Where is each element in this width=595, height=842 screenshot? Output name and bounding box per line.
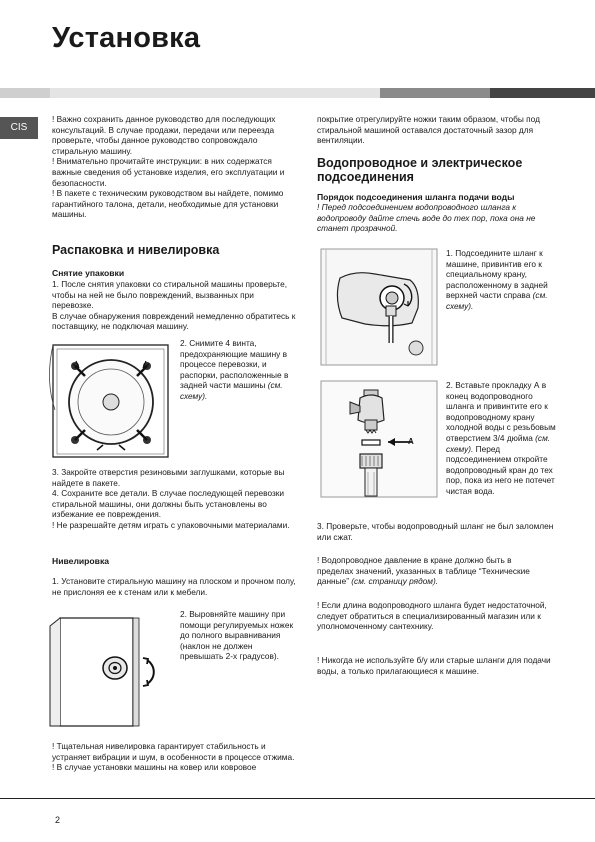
paragraph: 4. Сохраните все детали. В случае последующей перевозки стиральной машины, они должны быть установлены во избежание ее повреждения. (52, 488, 285, 520)
unpack-step-2 (180, 338, 296, 402)
footer-rule (0, 798, 595, 799)
level-step-2: 2. Выровняйте машину при помощи регулируемых ножек до полного выравнивания (наклон не должен превышать 2-х градусов). (180, 609, 294, 662)
schema-ref: (см. схему). (446, 432, 551, 454)
paragraph: ! Водопроводное давление в кране должно быть в пределах значений, указанных в таблице “Технические данные” (317, 555, 530, 587)
paragraph: Перед подсоединением откройте водопроводный кран до тех пор, пока из него не потечет чистая вода. (446, 443, 555, 496)
water-note: ! Перед подсоединением водопроводного шланга к водопроводу дайте стечь воде до тех пор, пока она не станет прозрачной. (317, 202, 536, 234)
water-note-pressure (317, 555, 542, 587)
intro-paragraph: ! Важно сохранить данное руководство для последующих консультаций. В случае продажи, передачи или переезда проверьте, чтобы данное руководство сопровождало стиральную машину. (52, 114, 276, 156)
paragraph: 1. Подсоедините шланг к машине, привинтив его к специальному крану, расположенному в задней верхней части справа (446, 248, 548, 301)
water-step-1 (446, 248, 558, 312)
section-tab-cis: CIS (0, 117, 38, 139)
intro-paragraph: ! Внимательно прочитайте инструкции: в них содержатся важные сведения об установке изделия, его эксплуатации и безопасности. (52, 156, 285, 188)
gasket-tap-illustration (320, 380, 438, 498)
gasket-label-a: A (408, 437, 414, 446)
paragraph: ! Не разрешайте детям играть с упаковочными материалами. (52, 519, 290, 530)
level-step-1: 1. Установите стиральную машину на плоском и прочном полу, не прислоняя ее к стенам или к мебели. (52, 576, 296, 597)
unpack-text-1 (52, 279, 296, 332)
subheading-unpacking: Снятие упаковки (52, 268, 125, 278)
schema-ref: (см. схему). (180, 380, 283, 401)
paragraph: 2. Снимите 4 винта, предохраняющие машину в процессе перевозки, и распорки, расположенные в задней части машины (180, 338, 289, 391)
paragraph: ! Тщательная нивелировка гарантирует стабильность и устраняет вибрации и шум, в особенности в процессе отжима. (52, 741, 295, 762)
water-step-3: 3. Проверьте, чтобы водопроводный шланг не был заломлен или сжат. (317, 521, 554, 542)
section-heading-unpacking: Распаковка и нивелировка (52, 243, 220, 257)
paragraph: ! В случае установки машины на ковер или ковровое (52, 762, 257, 773)
paragraph: 2. Вставьте прокладку А в конец водопроводного шланга и привинтите его к водопроводному крану холодной воды с резьбовым отверстием 3/4 дюйма (446, 380, 556, 443)
right-continuation: покрытие отрегулируйте ножки таким образом, чтобы под стиральной машиной оставался достаточный зазор для вентиляции. (317, 114, 540, 146)
paragraph: 1. После снятия упаковки со стиральной машины проверьте, чтобы на ней не было повреждений, вызванных при перевозке. (52, 279, 288, 311)
page-ref: (см. страницу рядом). (351, 576, 439, 587)
intro-text (52, 114, 296, 220)
water-note-length: ! Если длина водопроводного шланга будет недостаточной, следует обратиться в специализированный магазин или к уполномоченному сантехнику. (317, 600, 547, 632)
paragraph: 3. Закройте отверстия резиновыми заглушками, которые вы найдете в пакете. (52, 467, 285, 488)
page-title: Установка (52, 22, 201, 54)
subheading-leveling: Нивелировка (52, 556, 110, 566)
paragraph: В случае обнаружения повреждений немедленно обратитесь к поставщику, не подключая машину. (52, 310, 296, 332)
section-heading-water: Водопроводное и электрическое подсоединения (317, 156, 523, 184)
leveling-foot-illustration (45, 608, 175, 736)
machine-back-illustration (45, 340, 175, 458)
header-bar (0, 88, 595, 98)
water-note-hoses: ! Никогда не используйте б/у или старые шланги для подачи воды, а только прилагающиеся к машине. (317, 655, 551, 676)
water-step-2 (446, 380, 560, 497)
level-notes (52, 741, 298, 773)
page-number: 2 (55, 815, 61, 825)
hose-to-machine-illustration (320, 248, 438, 366)
schema-ref: (см. схему). (446, 290, 548, 311)
intro-paragraph: ! В пакете с техническим руководством вы найдете, помимо гарантийного талона, детали, необходимые для установки машины. (52, 188, 284, 220)
unpack-text-2 (52, 467, 298, 531)
subheading-inlet-hose: Порядок подсоединения шланга подачи воды (317, 192, 515, 202)
